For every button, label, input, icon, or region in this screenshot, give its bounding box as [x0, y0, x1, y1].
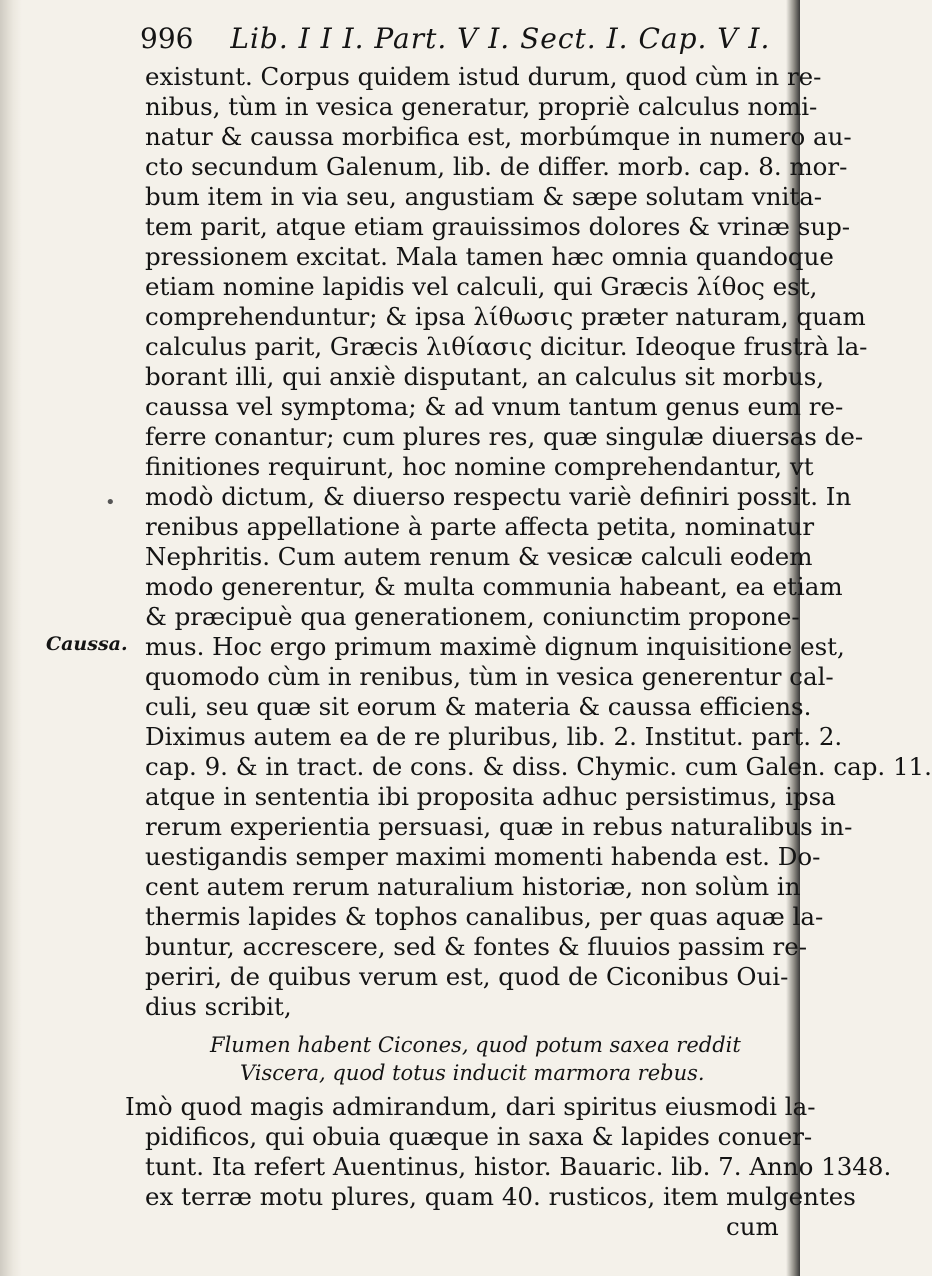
text-line: quomodo cùm in renibus, tùm in vesica generentur cal-	[145, 662, 834, 691]
text-line: calculus parit, Græcis λιθίασις dicitur. Ideoque frustrà la-	[145, 332, 868, 361]
page-number: 996	[140, 22, 194, 55]
text-line: existunt. Corpus quidem istud durum, quod cùm in re-	[145, 62, 822, 91]
text-line: uestigandis semper maximi momenti habenda est. Do-	[145, 842, 821, 871]
margin-note: Caussa.	[46, 633, 128, 655]
text-line: comprehenduntur; & ipsa λίθωσις præter naturam, quam	[145, 302, 866, 331]
text-line: buntur, accrescere, sed & fontes & fluuios passim re-	[145, 932, 807, 961]
text-line: cap. 9. & in tract. de cons. & diss. Chymic. cum Galen. cap. 11.	[145, 752, 932, 781]
text-line: etiam nomine lapidis vel calculi, qui Græcis λίθος est,	[145, 272, 818, 301]
text-line: pidificos, qui obuia quæque in saxa & lapides conuer-	[145, 1122, 813, 1151]
text-line: nibus, tùm in vesica generatur, propriè calculus nomi-	[145, 92, 818, 121]
text-line: modò dictum, & diuerso respectu variè definiri possit. In	[145, 482, 852, 511]
text-line: ex terræ motu plures, quam 40. rusticos, item mulgentes	[145, 1182, 856, 1211]
text-line: pressionem excitat. Mala tamen hæc omnia quandoque	[145, 242, 834, 271]
margin-mark: •	[105, 492, 116, 513]
text-line: ferre conantur; cum plures res, quæ singulæ diuersas de-	[145, 422, 864, 451]
text-line: dius scribit,	[145, 992, 292, 1021]
text-line: bum item in via seu, angustiam & sæpe solutam vnita-	[145, 182, 823, 211]
text-line: Nephritis. Cum autem renum & vesicæ calculi eodem	[145, 542, 813, 571]
text-line: modo generentur, & multa communia habeant, ea etiam	[145, 572, 843, 601]
text-line: thermis lapides & tophos canalibus, per quas aquæ la-	[145, 902, 824, 931]
text-line: borant illi, qui anxiè disputant, an calculus sit morbus,	[145, 362, 825, 391]
text-line: & præcipuè qua generationem, coniunctim propone-	[145, 602, 800, 631]
catchword: cum	[726, 1212, 779, 1241]
running-head: Lib. I I I. Part. V I. Sect. I. Cap. V I.	[230, 22, 771, 55]
text-line: natur & caussa morbifica est, morbúmque in numero au-	[145, 122, 852, 151]
text-line: tunt. Ita refert Auentinus, histor. Bauaric. lib. 7. Anno 1348.	[145, 1152, 892, 1181]
text-line: finitiones requirunt, hoc nomine comprehendantur, vt	[145, 452, 814, 481]
text-line: Diximus autem ea de re pluribus, lib. 2. Institut. part. 2.	[145, 722, 843, 751]
verse-line: Flumen habent Cicones, quod potum saxea reddit	[210, 1033, 741, 1057]
text-line: cto secundum Galenum, lib. de differ. morb. cap. 8. mor-	[145, 152, 848, 181]
text-line: Imò quod magis admirandum, dari spiritus eiusmodi la-	[125, 1092, 816, 1121]
text-line: cent autem rerum naturalium historiæ, non solùm in	[145, 872, 801, 901]
text-line: tem parit, atque etiam grauissimos dolores & vrinæ sup-	[145, 212, 851, 241]
text-line: rerum experientia persuasi, quæ in rebus naturalibus in-	[145, 812, 853, 841]
text-line: culi, seu quæ sit eorum & materia & caussa efficiens.	[145, 692, 812, 721]
verse-line: Viscera, quod totus inducit marmora rebus.	[240, 1061, 705, 1085]
text-line: mus. Hoc ergo primum maximè dignum inquisitione est,	[145, 632, 845, 661]
text-line: renibus appellatione à parte affecta petita, nominatur	[145, 512, 815, 541]
text-line: periri, de quibus verum est, quod de Ciconibus Oui-	[145, 962, 789, 991]
text-line: caussa vel symptoma; & ad vnum tantum genus eum re-	[145, 392, 844, 421]
text-line: atque in sententia ibi proposita adhuc persistimus, ipsa	[145, 782, 836, 811]
